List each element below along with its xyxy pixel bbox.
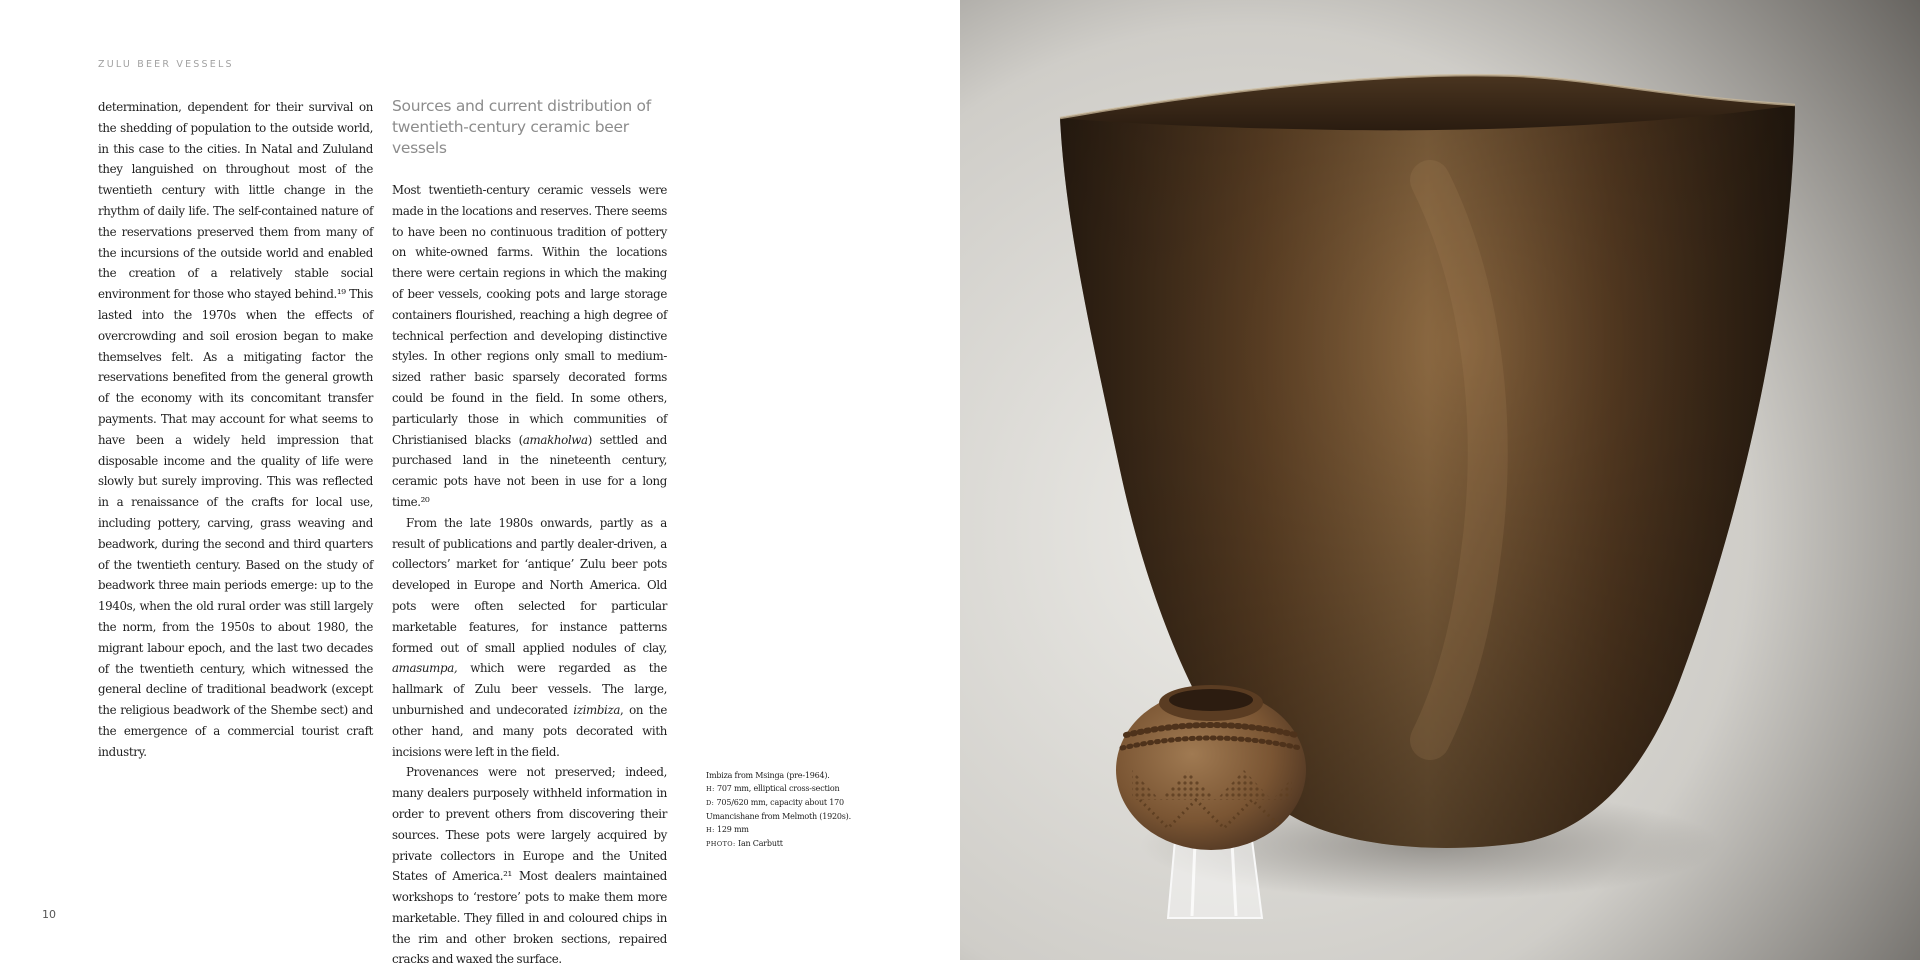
acrylic-stand bbox=[1168, 840, 1262, 918]
caption-value: 705/620 mm, capacity about 170 bbox=[714, 798, 844, 807]
caption-line bbox=[706, 823, 946, 837]
text-run: From the late 1980s onwards, partly as a result of publications and partly dealer-driven, a collectors’ market for ‘antique’ Zulu beer pots developed in Europe and North America. Old pots were often selected for particular marketable features, for instance patterns formed out of small applied nodules of clay, bbox=[392, 515, 667, 655]
text-run: Most twentieth-century ceramic vessels were made in the locations and reserves. There seems to have been no continuous tradition of pottery on white-owned farms. Within the locations there were certain regions in which the making of beer vessels, cooking pots and large storage containers flourished, reaching a high degree of technical perfection and developing distinctive styles. In other regions only small to medium-sized rather basic sparsely decorated forms could be found in the field. In some others, particularly those in which communities of Christianised blacks ( bbox=[392, 183, 667, 447]
page-number: 10 bbox=[42, 908, 56, 921]
caption-label: H: bbox=[706, 785, 715, 793]
caption-value: 707 mm, elliptical cross-section bbox=[714, 784, 840, 793]
italic-term: amakholwa bbox=[522, 432, 588, 447]
paragraph-1 bbox=[392, 180, 667, 513]
caption-line: Imbiza from Msinga (pre-1964). bbox=[706, 771, 830, 780]
paragraph-2 bbox=[392, 513, 667, 763]
left-page bbox=[0, 0, 960, 967]
text-run: , on the other hand, and many pots decorated with incisions were left in the field. bbox=[392, 702, 667, 759]
italic-term: izimbiza bbox=[573, 702, 621, 717]
caption-value: 129 mm bbox=[714, 825, 749, 834]
text-run: which were regarded as the hallmark of Zulu beer vessels. The large, unburnished and undecorated bbox=[392, 661, 667, 717]
column-right bbox=[392, 180, 667, 970]
caption-line bbox=[706, 782, 946, 796]
running-head: ZULU BEER VESSELS bbox=[98, 59, 234, 70]
paragraph-3: Provenances were not preserved; indeed, many dealers purposely withheld information in order to prevent others from discovering their sources. These pots were largely acquired by private collectors in Europe and the United States of America.²¹ Most dealers maintained workshops to ‘restore’ pots to make them more marketable. They filled in and coloured chips in the rim and other broken sections, repaired cracks and waxed the surface. bbox=[392, 765, 667, 967]
caption-line: Umancishane from Melmoth (1920s). bbox=[706, 812, 851, 821]
pottery-photograph bbox=[960, 0, 1920, 960]
caption-label: D: bbox=[706, 799, 715, 807]
caption-line bbox=[706, 837, 946, 851]
text-run: ) settled and purchased land in the nineteenth century, ceramic pots have not been in use for a long time.²⁰ bbox=[392, 432, 667, 509]
caption-label: H: bbox=[706, 826, 715, 834]
paragraph: determination, dependent for their survival on the shedding of population to the outside world, in this case to the cities. In Natal and Zululand they languished on throughout most of the twentieth century with little change in the rhythm of daily life. The self-contained nature of the reservations preserved them from many of the incursions of the outside world and enabled the creation of a relatively stable social environment for those who stayed behind.¹⁹ This lasted into the 1970s when the effects of overcrowding and soil erosion began to make themselves felt. As a mitigating factor the reservations benefited from the general growth of the economy with its concomitant transfer payments. That may account for what seems to have been a widely held impression that disposable income and the quality of life were slowly but surely improving. This was reflected in a renaissance of the crafts for local use, including pottery, carving, grass weaving and beadwork, during the second and third quarters of the twentieth century. Based on the study of beadwork three main periods emerge: up to the 1940s, when the old rural order was still largely the norm, from the 1950s to about 1980, the migrant labour epoch, and the last two decades of the twentieth century, which witnessed the general decline of traditional beadwork (except the religious beadwork of the Shembe sect) and the emergence of a commercial tourist craft industry. bbox=[98, 100, 373, 759]
caption-value: Ian Carbutt bbox=[735, 839, 783, 848]
caption-line bbox=[706, 796, 946, 810]
caption-label: PHOTO: bbox=[706, 840, 736, 848]
figure-caption bbox=[706, 769, 946, 851]
italic-term: amasumpa, bbox=[392, 661, 458, 676]
section-heading: Sources and current distribution of twentieth-century ceramic beer vessels bbox=[392, 97, 651, 157]
column-left bbox=[98, 97, 373, 763]
